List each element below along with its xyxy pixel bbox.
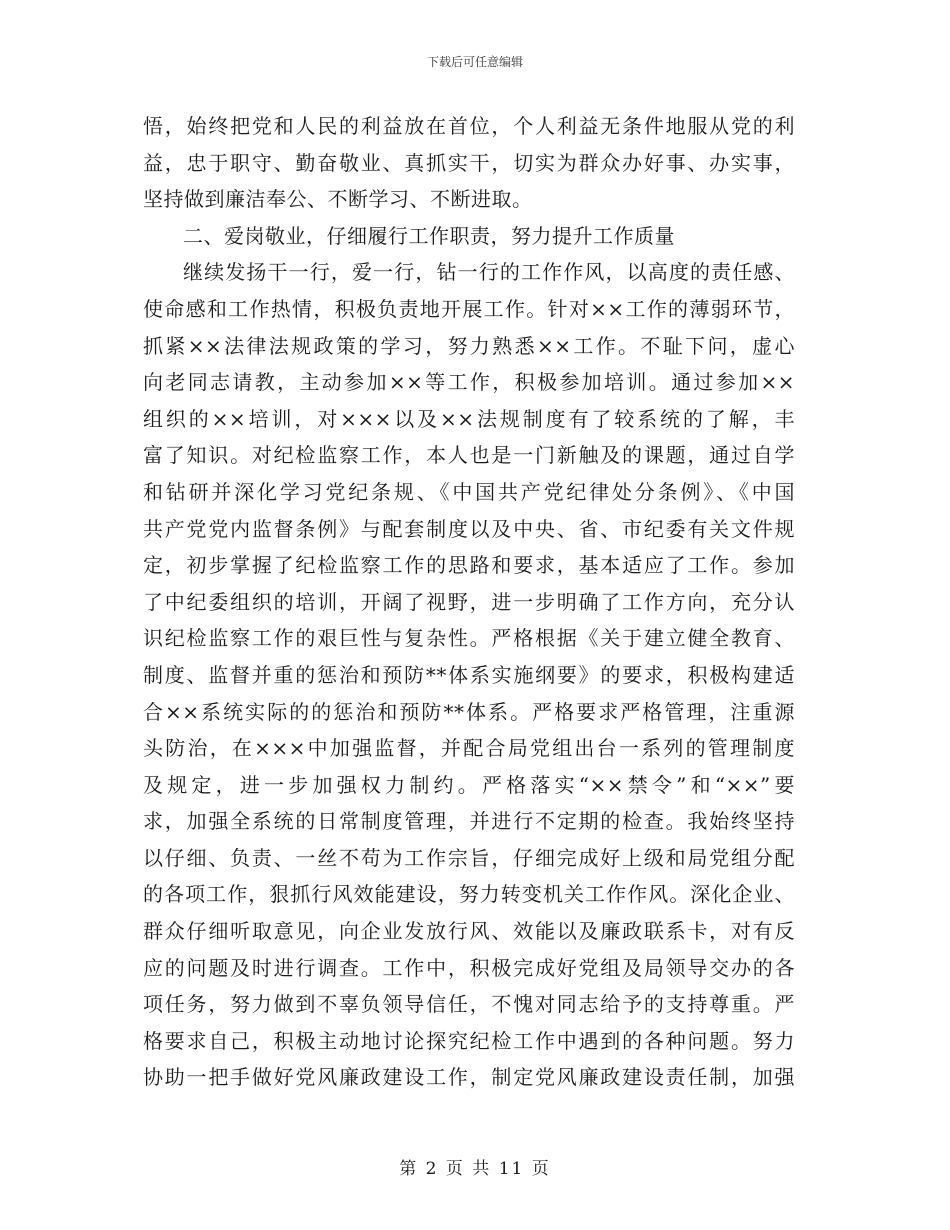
text-line: 制度、监督并重的惩治和预防**体系实施纲要》的要求，积极构建适 [143,662,795,687]
text-line: 坚持做到廉洁奉公、不断学习、不断进取。 [143,187,533,212]
section-heading: 二、爱岗敬业，仔细履行工作职责，努力提升工作质量 [183,223,675,248]
text-line: 了中纪委组织的培训，开阔了视野，进一步明确了工作方向，充分认 [143,589,795,614]
text-line: 协助一把手做好党风廉政建设工作，制定党风廉政建设责任制，加强 [143,1065,795,1090]
text-line: 益，忠于职守、勤奋敬业、真抓实干，切实为群众办好事、办实事， [143,150,795,175]
text-line: 格要求自己，积极主动地讨论探究纪检工作中遇到的各种问题。努力 [143,1028,795,1053]
text-line: 识纪检监察工作的艰巨性与复杂性。严格根据《关于建立健全教育、 [143,626,795,651]
text-line: 以仔细、负责、一丝不苟为工作宗旨，仔细完成好上级和局党组分配 [143,845,795,870]
text-line: 继续发扬干一行，爱一行，钻一行的工作作风，以高度的责任感、 [183,260,795,285]
text-line: 富了知识。对纪检监察工作，本人也是一门新触及的课题，通过自学 [143,443,795,468]
text-line: 群众仔细听取意见，向企业发放行风、效能以及廉政联系卡，对有反 [143,919,795,944]
text-line: 使命感和工作热情，积极负责地开展工作。针对××工作的薄弱环节， [143,296,795,321]
document-body [143,108,795,1096]
page-number-footer: 第 2 页 共 11 页 [399,1159,551,1179]
text-line: 抓紧××法律法规政策的学习，努力熟悉××工作。不耻下问，虚心 [143,333,795,358]
text-line: 共产党党内监督条例》与配套制度以及中央、省、市纪委有关文件规 [143,516,795,541]
text-line: 求，加强全系统的日常制度管理，并进行不定期的检查。我始终坚持 [143,809,795,834]
text-line: 组织的××培训，对×××以及××法规制度有了较系统的了解，丰 [143,406,795,431]
text-line: 应的问题及时进行调查。工作中，积极完成好党组及局领导交办的各 [143,955,795,980]
text-line: 项任务，努力做到不辜负领导信任，不愧对同志给予的支持尊重。严 [143,992,795,1017]
text-line: 定，初步掌握了纪检监察工作的思路和要求，基本适应了工作。参加 [143,553,795,578]
text-line: 和钻研并深化学习党纪条规、《中国共产党纪律处分条例》、《中国 [143,479,795,504]
text-line: 合××系统实际的的惩治和预防**体系。严格要求严格管理，注重源 [143,699,795,724]
text-line: 向老同志请教，主动参加××等工作，积极参加培训。通过参加×× [143,370,795,395]
page-header-note: 下载后可任意编辑 [426,55,523,69]
text-line: 的各项工作，狠抓行风效能建设，努力转变机关工作作风。深化企业、 [143,882,795,907]
text-line: 悟，始终把党和人民的利益放在首位，个人利益无条件地服从党的利 [143,114,795,138]
text-line: 头防治，在×××中加强监督，并配合局党组出台一系列的管理制度 [143,736,795,761]
text-line: 及规定，进一步加强权力制约。严格落实“××禁令”和“××”要 [143,772,795,797]
